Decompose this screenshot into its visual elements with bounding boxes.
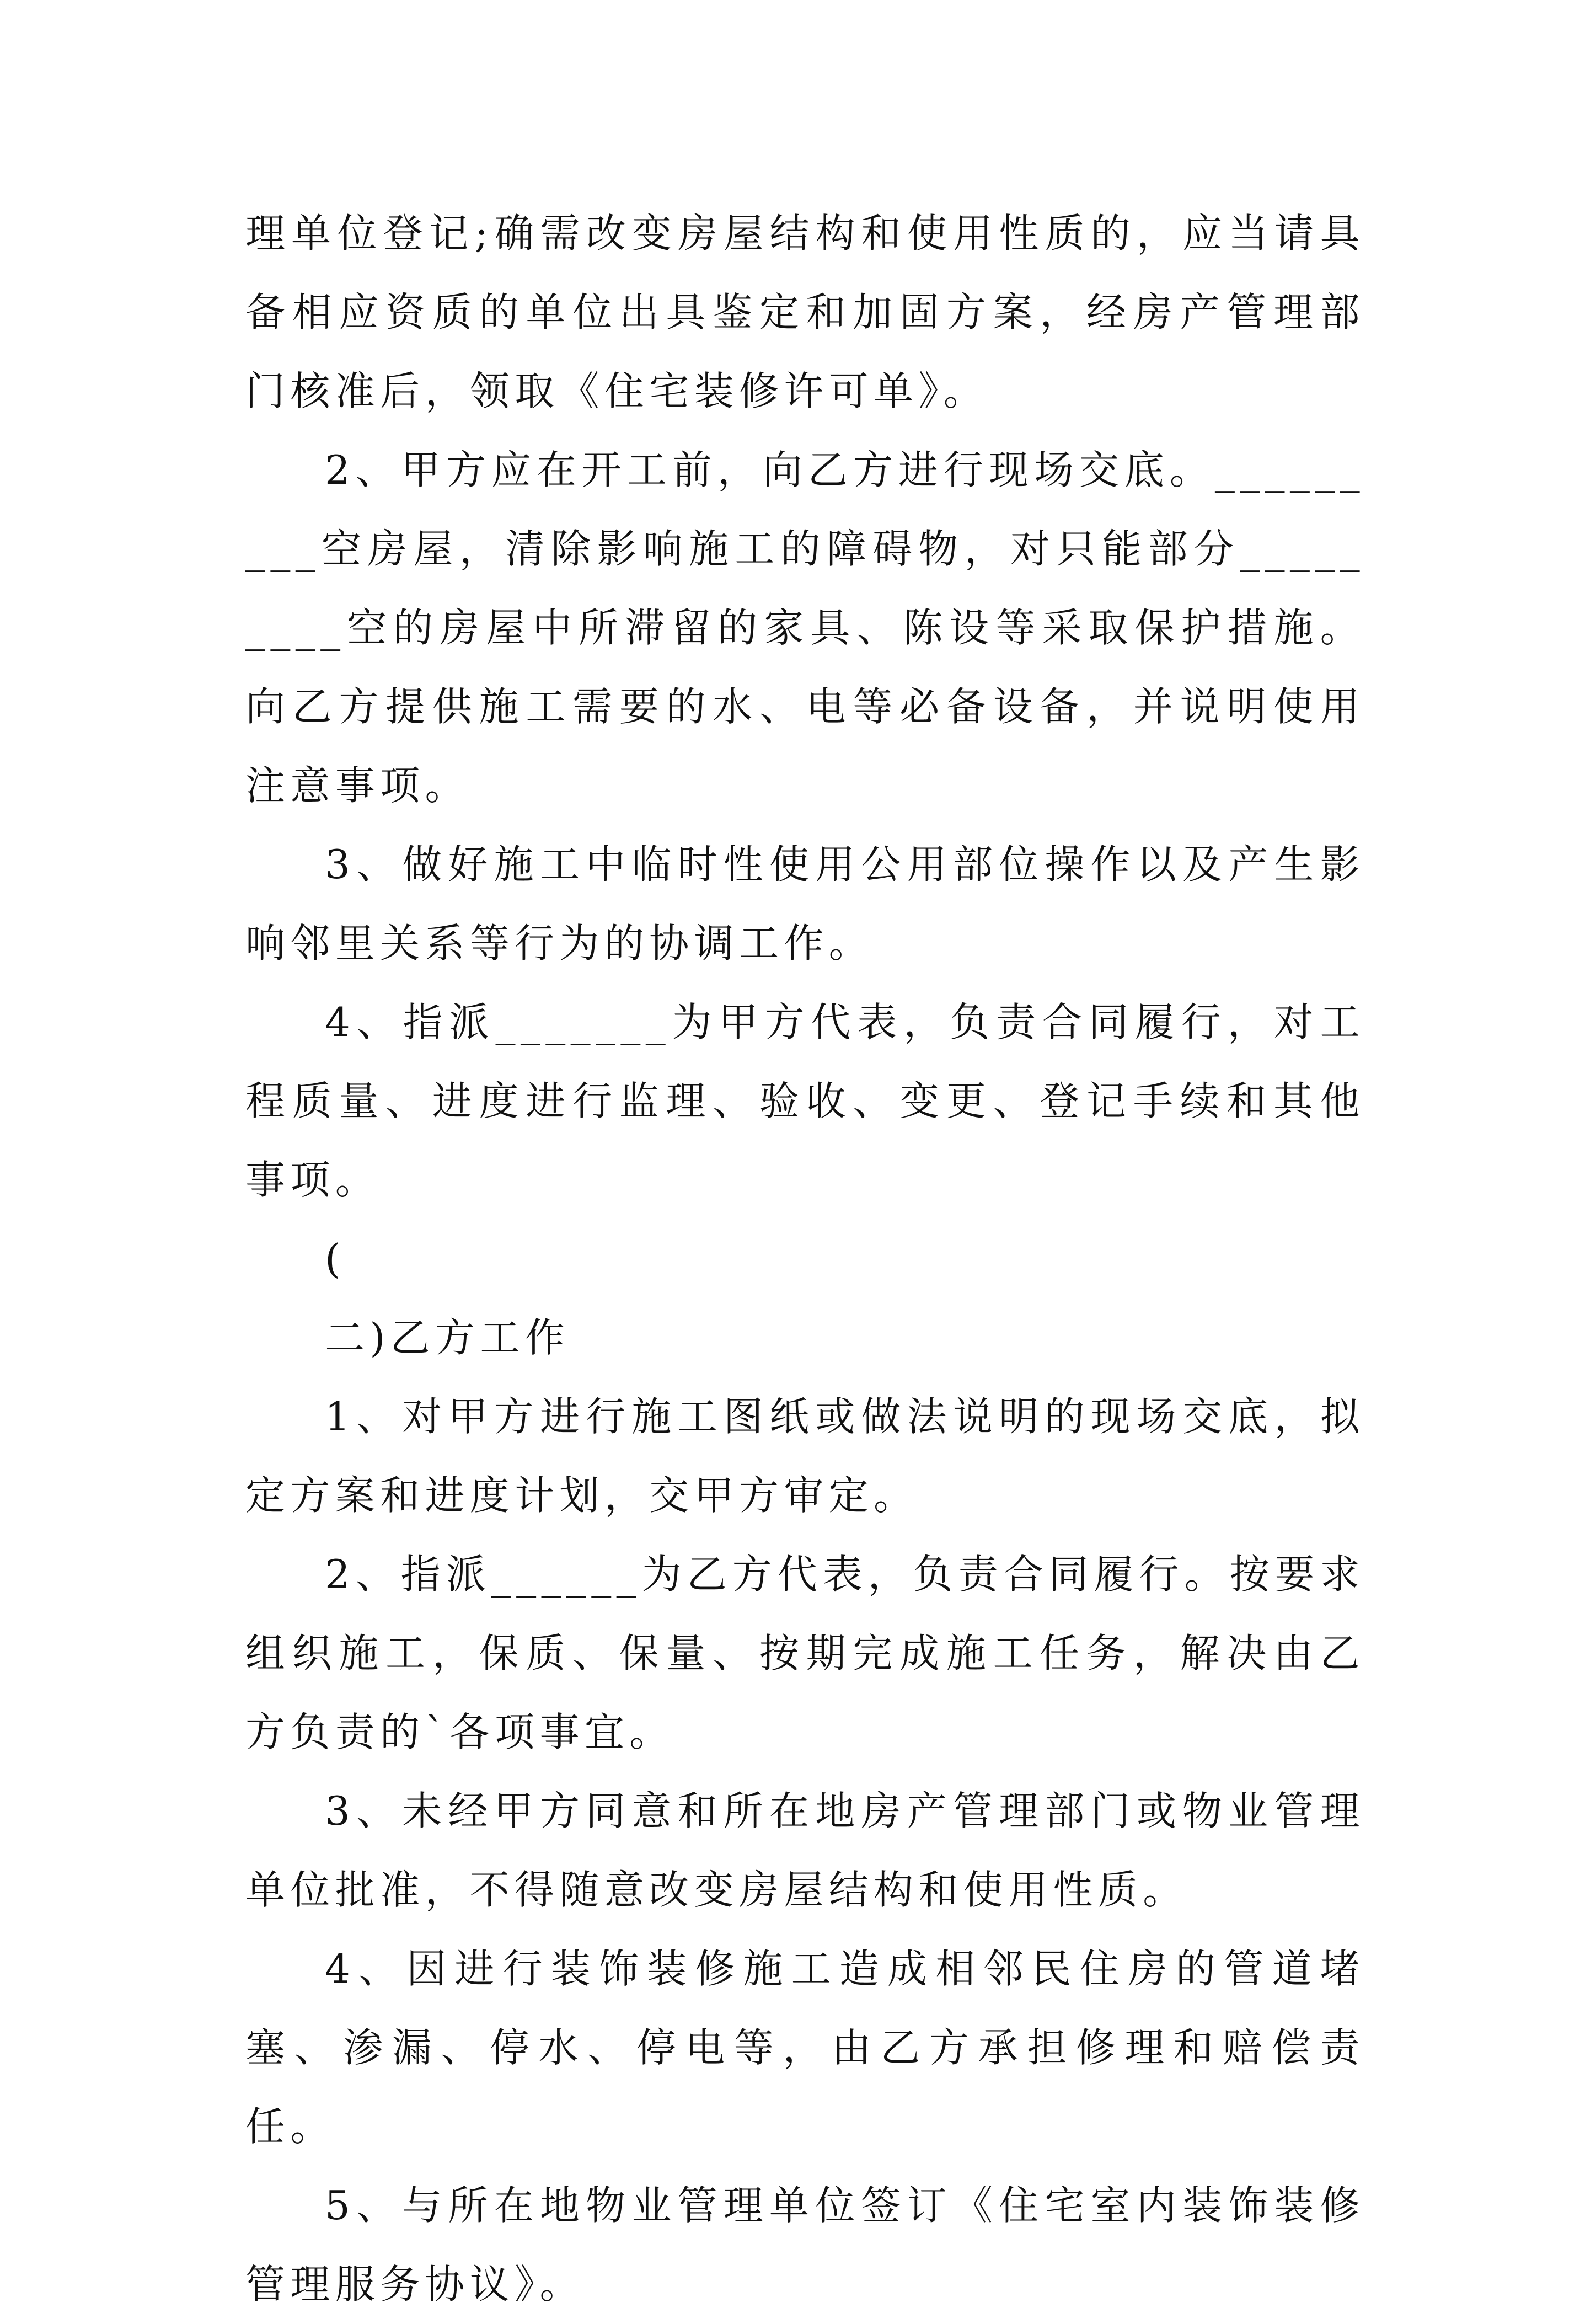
paragraph-item-3-party-a: 3、做好施工中临时性使用公用部位操作以及产生影响邻里关系等行为的协调工作。 [245,841,1365,966]
paragraph-item-1-party-b: 1、对甲方进行施工图纸或做法说明的现场交底，拟定方案和进度计划，交甲方审定。 [245,1393,1365,1519]
section-heading-party-b: 二)乙方工作 [325,1315,570,1361]
document-body [245,194,1365,2324]
paragraph-open-paren: ( [325,1236,346,1282]
paragraph-continuation: 理单位登记;确需改变房屋结构和使用性质的，应当请具备相应资质的单位出具鉴定和加固方案，经房产管理部门核准后，领取《住宅装修许可单》。 [245,210,1365,414]
paragraph-item-3-party-b: 3、未经甲方同意和所在地房产管理部门或物业管理单位批准，不得随意改变房屋结构和使用性质。 [245,1788,1365,1913]
paragraph-item-2-party-a: 2、甲方应在开工前，向乙方进行现场交底。_________空房屋，清除影响施工的障碍物，对只能部分_________空的房屋中所滞留的家具、陈设等采取保护措施。向乙方提供施工需要的水、电等必备设备，并说明使用注意事项。 [245,447,1365,809]
paragraph-item-4-party-a: 4、指派_______为甲方代表，负责合同履行，对工程质量、进度进行监理、验收、变更、登记手续和其他事项。 [245,999,1365,1203]
paragraph-item-2-party-b: 2、指派______为乙方代表，负责合同履行。按要求组织施工，保质、保量、按期完成施工任务，解决由乙方负责的`各项事宜。 [245,1551,1365,1755]
paragraph-item-5-party-b: 5、与所在地物业管理单位签订《住宅室内装饰装修管理服务协议》。 [245,2182,1365,2307]
paragraph-item-4-party-b: 4、因进行装饰装修施工造成相邻民住房的管道堵塞、渗漏、停水、停电等，由乙方承担修理和赔偿责任。 [245,1946,1365,2150]
